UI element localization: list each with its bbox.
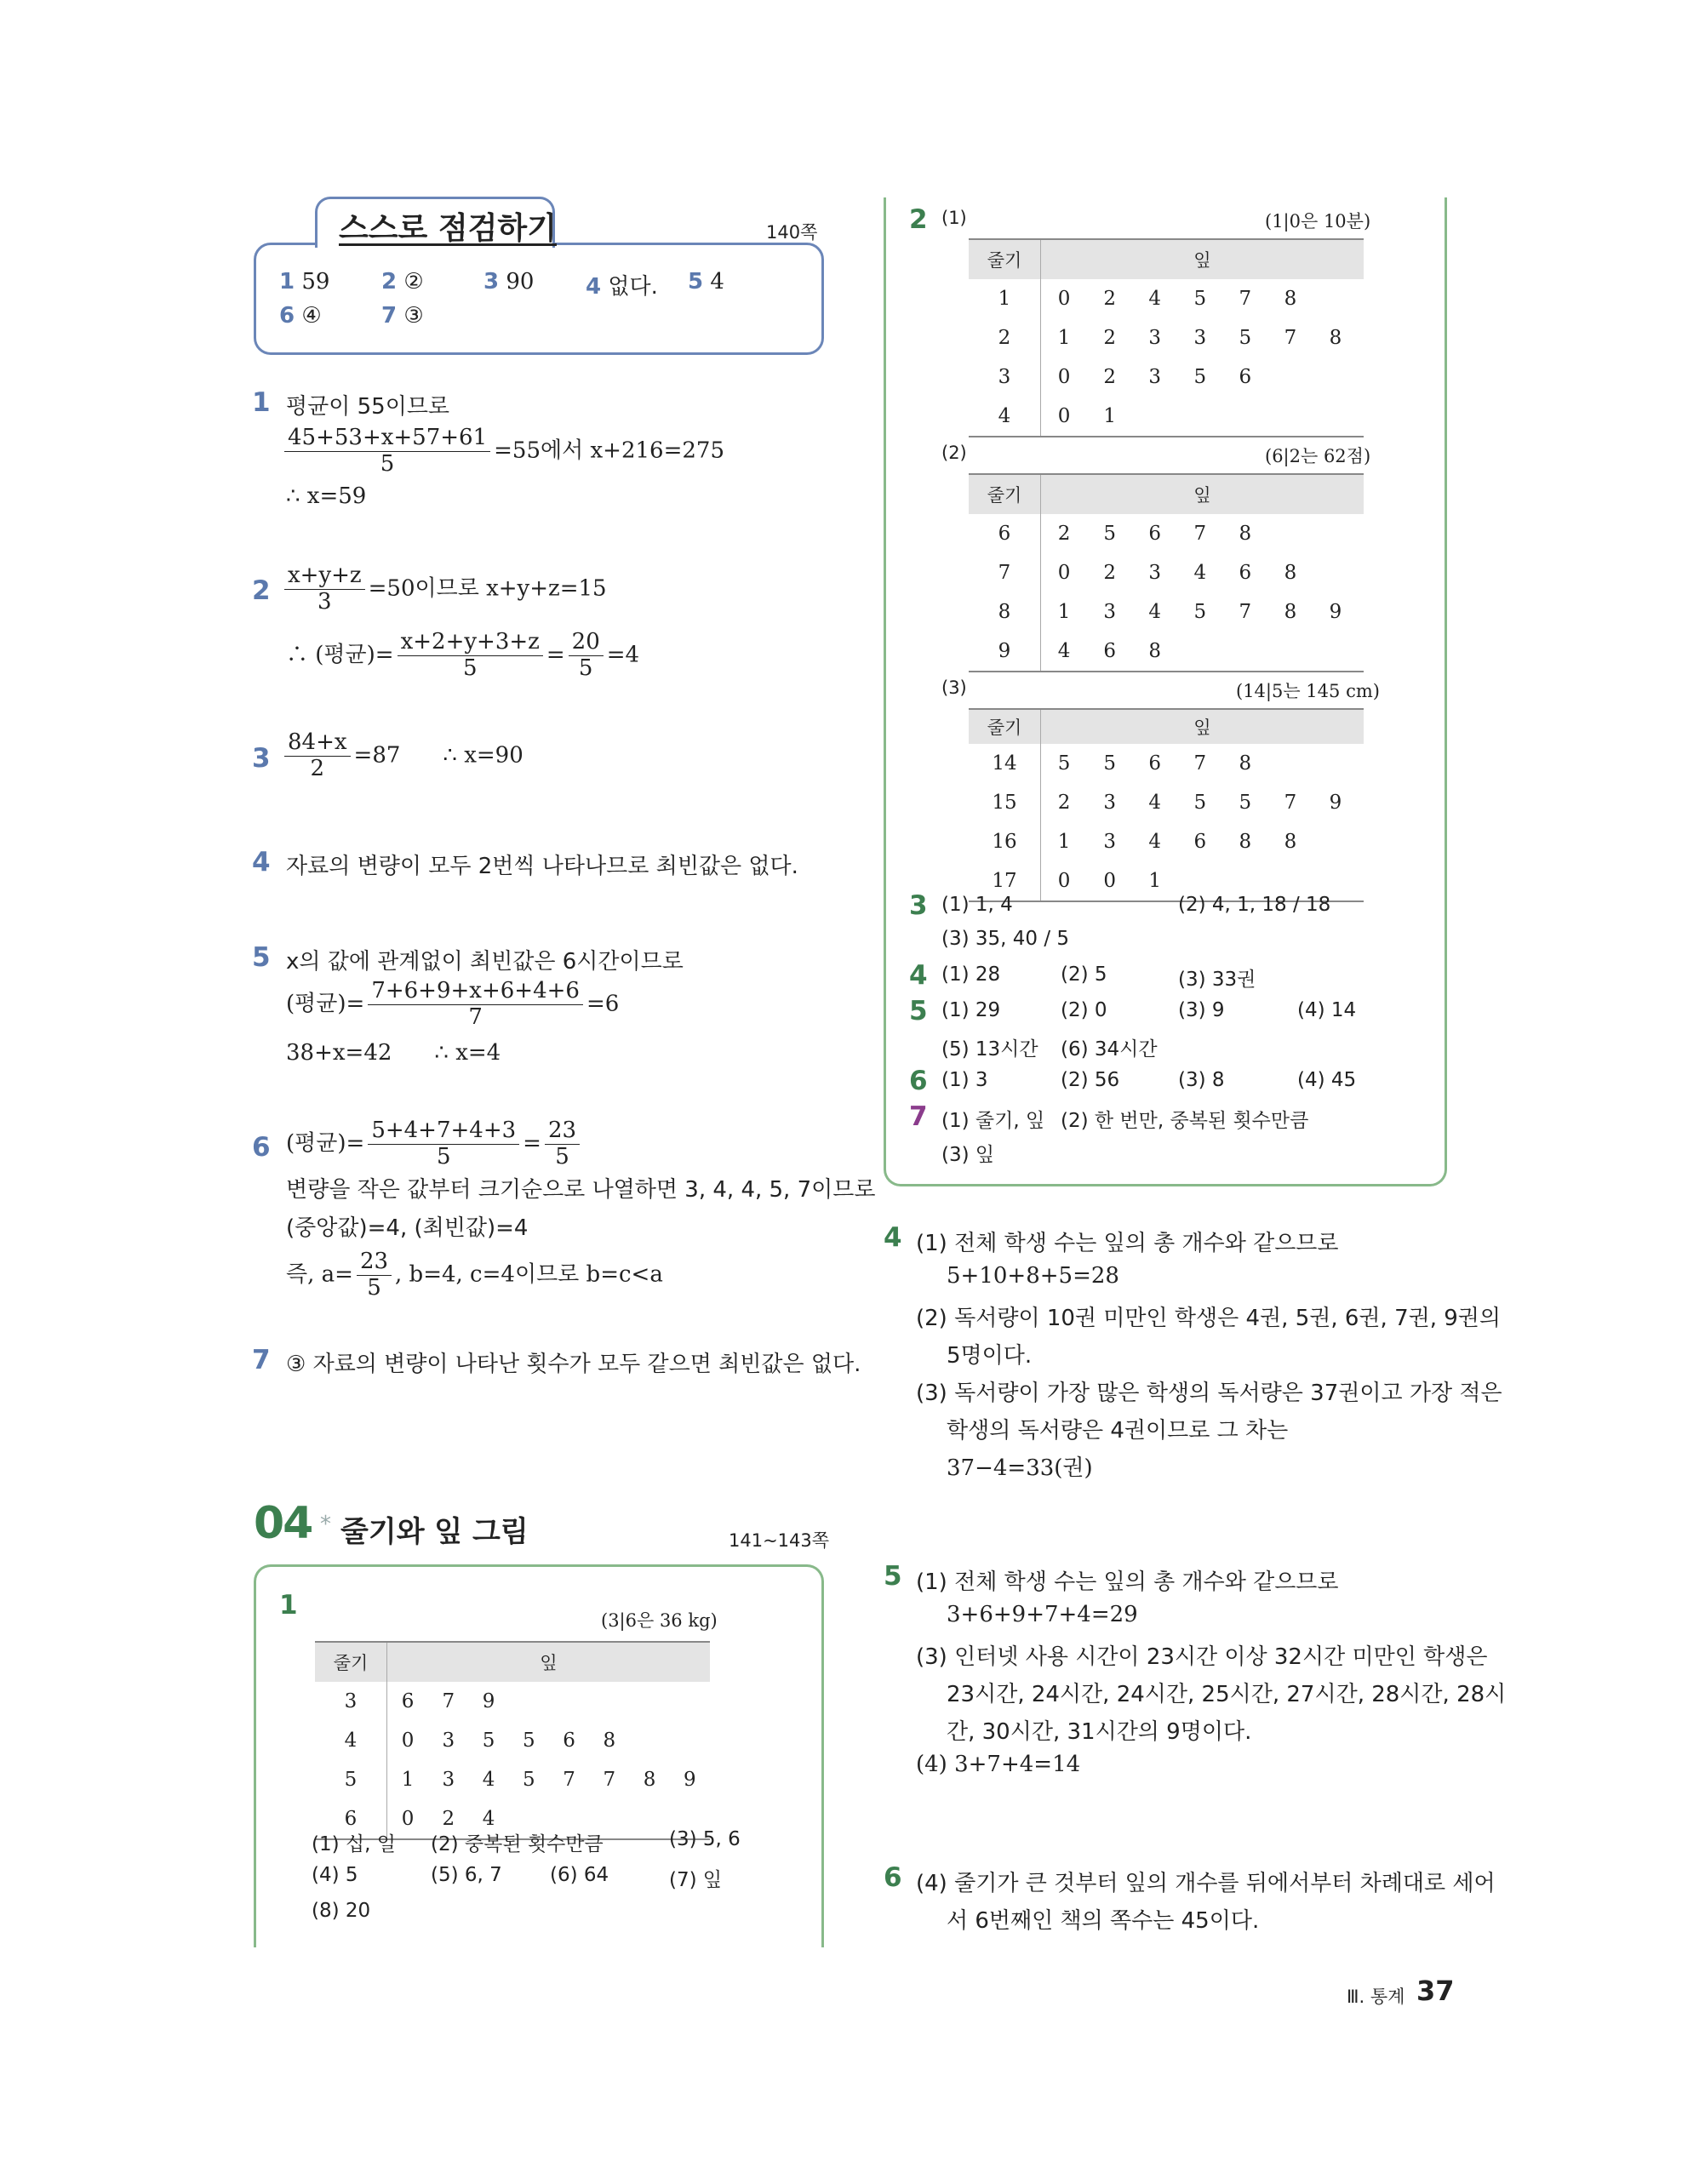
q2-part3-label: (3): [941, 677, 967, 698]
solution-1-line3: ∴ x=59: [286, 483, 367, 509]
solution-r4-p3c: 37−4=33(권): [947, 1455, 1093, 1481]
solution-r4-p2: (2) 독서량이 10권 미만인 학생은 4권, 5권, 6권, 7권, 9권의: [916, 1306, 1502, 1331]
q7-number: 7: [909, 1101, 928, 1132]
solution-1-line1: 평균이 55이므로: [286, 394, 450, 420]
q4-answer-3: (3) 33권: [1178, 969, 1256, 991]
table-row: 8 1 3 4 5 7 8 9: [969, 592, 1364, 632]
solution-r6-number: 6: [884, 1862, 902, 1893]
solution-r5-p1: (1) 전체 학생 수는 잎의 총 개수와 같으므로: [916, 1569, 1339, 1595]
q5-answer-1: (1) 29: [941, 999, 1001, 1021]
solution-r4-p3: (3) 독서량이 가장 많은 학생의 독서량은 37권이고 가장 적은: [916, 1381, 1502, 1406]
solution-4-number: 4: [252, 847, 271, 878]
solution-5-line2: (평균)= $\frac{7+6+9+x+6+4+6}{7}$ =6: [286, 978, 620, 1030]
footer-chapter: Ⅲ. 통계: [1347, 1987, 1405, 2007]
table-header-row: [315, 1642, 710, 1682]
solution-r5-p4: (4) 3+7+4=14: [916, 1752, 1081, 1777]
solution-7-text: ③ 자료의 변량이 나타난 횟수가 모두 같으면 최빈값은 없다.: [286, 1352, 861, 1377]
solution-1-number: 1: [252, 387, 271, 418]
q1-note: (3|6은 36 kg): [601, 1610, 718, 1631]
solution-2-line1: $\frac{x+y+z}{3}$ =50이므로 x+y+z=15: [281, 563, 607, 615]
q6-answer-3: (3) 8: [1178, 1069, 1225, 1091]
solution-r4-number: 4: [884, 1222, 902, 1253]
solution-6-line3: (중앙값)=4, (최빈값)=4: [286, 1215, 529, 1241]
self-check-title: 스스로 점검하기: [339, 211, 557, 246]
q7-answer-3: (3) 잎: [941, 1144, 995, 1166]
table-row: 1 0 2 4 5 7 8: [969, 279, 1364, 318]
q2-part1-label: (1): [941, 208, 967, 228]
q4-number: 4: [909, 960, 928, 991]
solution-2-number: 2: [252, 575, 271, 606]
solution-1-line2: $\frac{45+53+x+57+61}{5}$ =55에서 x+216=275: [281, 426, 724, 477]
solution-r5-p3b: 23시간, 24시간, 24시간, 25시간, 27시간, 28시간, 28시: [947, 1682, 1507, 1707]
q3-answer-1: (1) 1, 4: [941, 894, 1013, 916]
q5-answer-2: (2) 0: [1061, 999, 1107, 1021]
q3-answer-2: (2) 4, 1, 18 / 18: [1178, 894, 1331, 916]
table-row: 16 1 3 4 6 8 8: [969, 822, 1364, 861]
q6-answer-4: (4) 45: [1297, 1069, 1357, 1091]
self-check-page-ref: 140쪽: [766, 222, 818, 243]
solution-r4-p3b: 학생의 독서량은 4권이므로 그 차는: [947, 1418, 1289, 1444]
solution-2-line2: ∴ (평균)= $\frac{x+2+y+3+z}{5}$ = $\frac{20}{5}$ =4: [286, 629, 640, 681]
q2-part2-table: [969, 473, 1364, 672]
q3-answer-3: (3) 35, 40 / 5: [941, 928, 1070, 950]
q7-answer-2: (2) 한 번만, 중복된 횟수만큼: [1061, 1110, 1309, 1132]
q2-part1-table: [969, 238, 1364, 437]
solution-r5-p1b: 3+6+9+7+4=29: [947, 1602, 1138, 1627]
solution-3-line: $\frac{84+x}{2}$ =87 ∴ x=90: [281, 730, 523, 782]
table-row: 9 4 6 8: [969, 632, 1364, 672]
solution-3-number: 3: [252, 743, 271, 774]
q5-number: 5: [909, 996, 928, 1026]
q2-part2-note: (6|2는 62점): [1265, 446, 1371, 466]
q4-answer-2: (2) 5: [1061, 963, 1107, 986]
table-header-row: 줄기 잎: [969, 709, 1364, 744]
section-page-ref: 141~143쪽: [729, 1530, 830, 1551]
q2-part3-table: [969, 708, 1364, 902]
q2-part1-note: (1|0은 10분): [1265, 211, 1371, 232]
solution-5-number: 5: [252, 942, 271, 973]
q7-answer-1: (1) 줄기, 잎: [941, 1110, 1045, 1132]
table-row: 4 0 1: [969, 397, 1364, 437]
leaf-header: 잎: [387, 1642, 711, 1682]
q5-answer-5: (5) 13시간: [941, 1038, 1038, 1061]
q3-number: 3: [909, 890, 928, 921]
solution-5-line3: 38+x=42 ∴ x=4: [286, 1040, 501, 1066]
q2-part2-label: (2): [941, 443, 967, 463]
table-row: 6 0 2 4: [315, 1799, 710, 1839]
q1-number: 1: [279, 1590, 298, 1621]
solution-7-number: 7: [252, 1345, 271, 1375]
section-title: 줄기와 잎 그림: [340, 1515, 529, 1549]
q2-part3-note: (14|5는 145 cm): [1236, 681, 1380, 701]
solution-r5-number: 5: [884, 1561, 902, 1592]
solution-6-number: 6: [252, 1132, 271, 1163]
table-row: 14 5 5 6 7 8: [969, 744, 1364, 783]
solution-5-line1: x의 값에 관계없이 최빈값은 6시간이므로: [286, 949, 684, 975]
q6-number: 6: [909, 1066, 928, 1096]
section-number: 04: [254, 1498, 312, 1549]
stem-header: 줄기: [315, 1642, 387, 1682]
solution-r4-p1b: 5+10+8+5=28: [947, 1263, 1119, 1289]
solution-r4-p2b: 5명이다.: [947, 1343, 1033, 1369]
table-row: 2 1 2 3 3 5 7 8: [969, 318, 1364, 357]
solution-r5-p3c: 간, 30시간, 31시간의 9명이다.: [947, 1719, 1252, 1745]
solution-r5-p3: (3) 인터넷 사용 시간이 23시간 이상 32시간 미만인 학생은: [916, 1644, 1488, 1670]
table-row: 17 0 0 1: [969, 861, 1364, 901]
section-star: *: [320, 1512, 331, 1537]
q5-answer-6: (6) 34시간: [1061, 1038, 1158, 1061]
q1-stem-leaf-table: [315, 1641, 710, 1840]
table-row: 4 0 3 5 5 6 8: [315, 1721, 710, 1760]
table-row: 3 6 7 9: [315, 1682, 710, 1721]
q5-answer-4: (4) 14: [1297, 999, 1357, 1021]
q5-answer-3: (3) 9: [1178, 999, 1225, 1021]
page-number: 37: [1416, 1975, 1455, 2007]
q6-answer-2: (2) 56: [1061, 1069, 1120, 1091]
solution-4-text: 자료의 변량이 모두 2번씩 나타나므로 최빈값은 없다.: [286, 854, 798, 879]
q2-number: 2: [909, 204, 928, 235]
solution-r6-p4b: 서 6번째인 책의 쪽수는 45이다.: [947, 1908, 1260, 1934]
solution-6-line1: (평균)= $\frac{5+4+7+4+3}{5}$ = $\frac{23}{5}$: [286, 1118, 583, 1170]
table-row: 5 1 3 4 5 7 7 8 9: [315, 1760, 710, 1799]
solution-6-line4: 즉, a= $\frac{23}{5}$ , b=4, c=4이므로 b=c<a: [286, 1249, 663, 1301]
table-row: 15 2 3 4 5 5 7 9: [969, 783, 1364, 822]
q6-answer-1: (1) 3: [941, 1069, 988, 1091]
table-row: 6 2 5 6 7 8: [969, 514, 1364, 553]
table-header-row: 줄기 잎: [969, 239, 1364, 279]
self-check-box: [254, 243, 824, 355]
table-header-row: 줄기 잎: [969, 474, 1364, 514]
solution-6-line2: 변량을 작은 값부터 크기순으로 나열하면 3, 4, 4, 5, 7이므로: [286, 1177, 876, 1203]
q4-answer-1: (1) 28: [941, 963, 1001, 986]
table-row: 7 0 2 3 4 6 8: [969, 553, 1364, 592]
solution-r6-p4: (4) 줄기가 큰 것부터 잎의 개수를 뒤에서부터 차례대로 세어: [916, 1871, 1496, 1896]
table-row: 3 0 2 3 5 6: [969, 357, 1364, 397]
solution-r4-p1: (1) 전체 학생 수는 잎의 총 개수와 같으므로: [916, 1231, 1339, 1256]
